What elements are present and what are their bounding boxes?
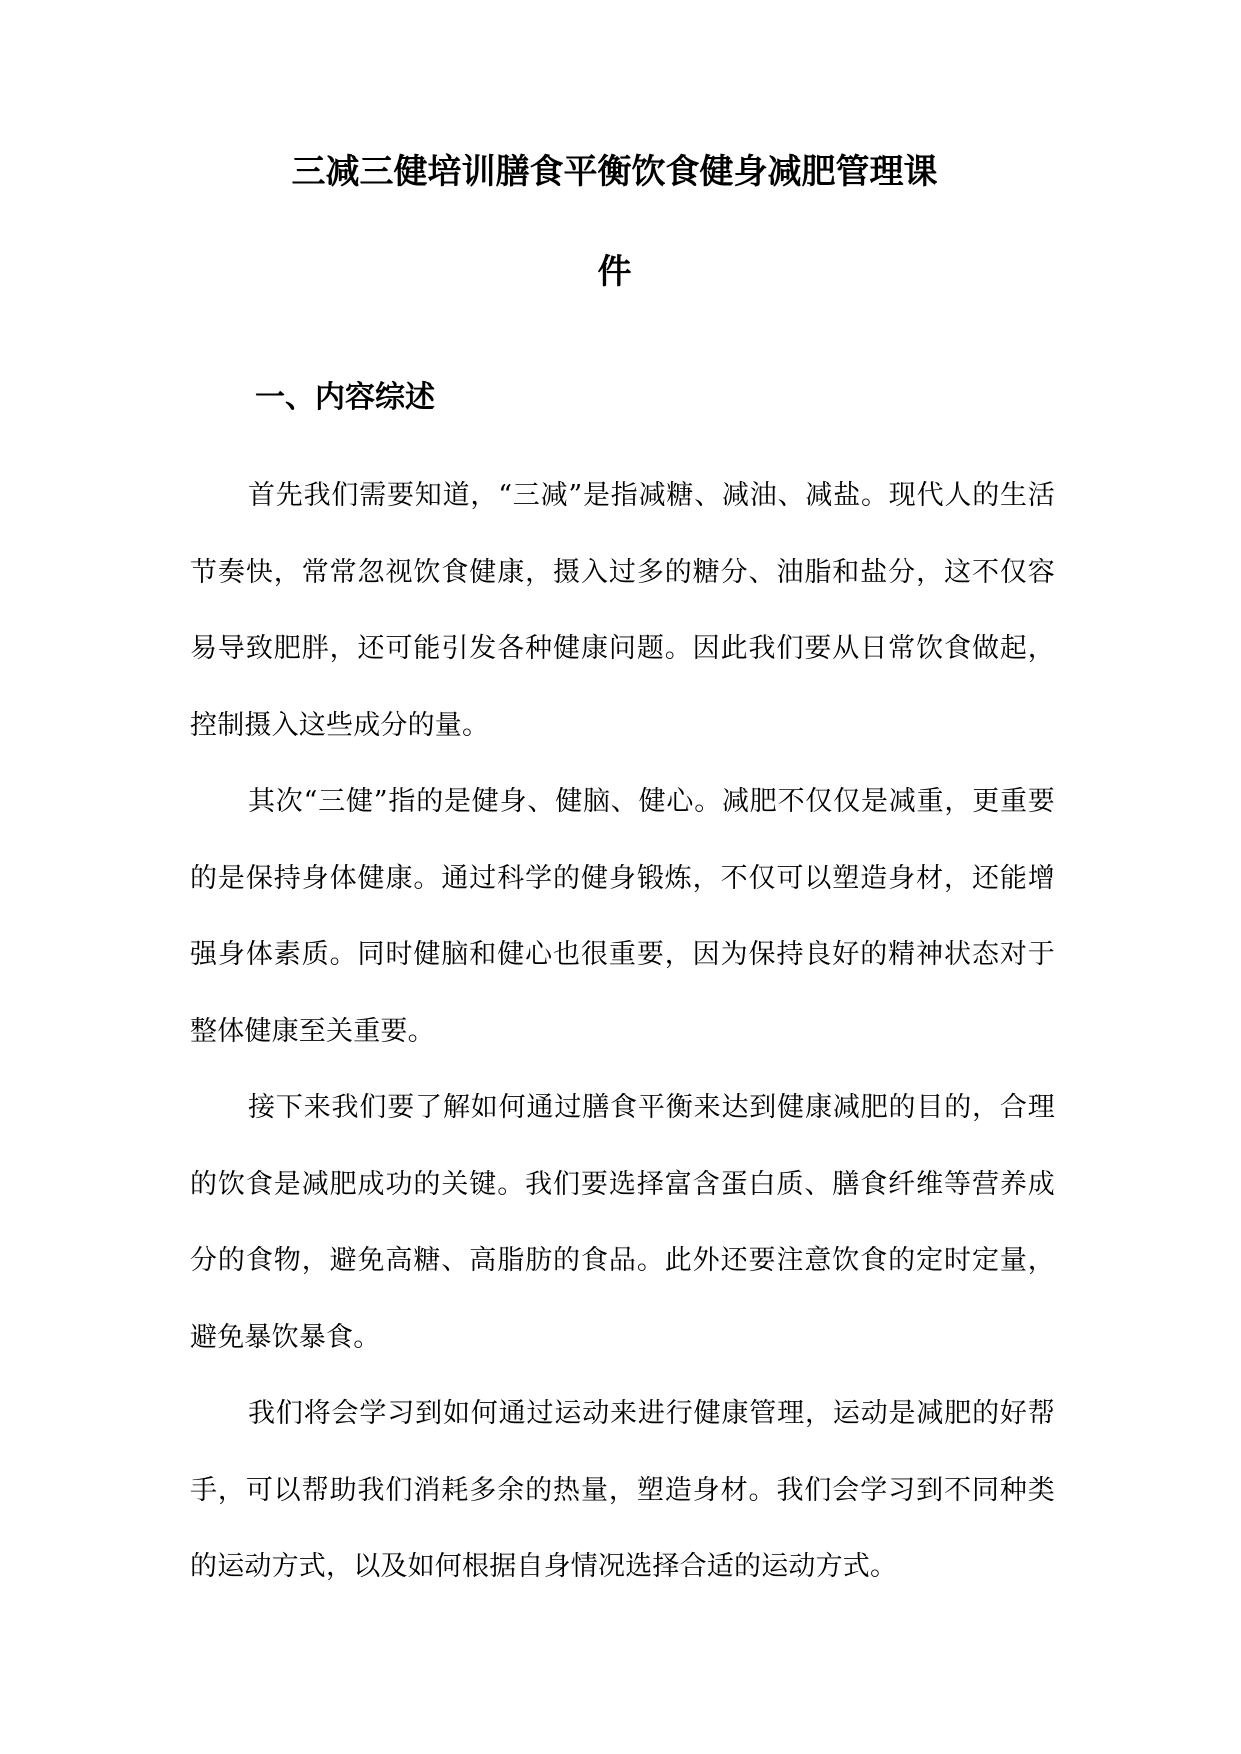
document-title-line-1: 三减三健培训膳食平衡饮食健身减肥管理课	[291, 152, 938, 192]
body-text	[190, 458, 1055, 1606]
section-heading: 一、内容综述	[255, 380, 435, 415]
paragraph-1: 首先我们需要知道，“三减”是指减糖、减油、减盐。现代人的生活节奏快，常常忽视饮食健康，摄入过多的糖分、油脂和盐分，这不仅容易导致肥胖，还可能引发各种健康问题。因此我们要从日常饮食做起，控制摄入这些成分的量。	[190, 480, 1055, 741]
paragraph-4: 我们将会学习到如何通过运动来进行健康管理，运动是减肥的好帮手，可以帮助我们消耗多余的热量，塑造身材。我们会学习到不同种类的运动方式，以及如何根据自身情况选择合适的运动方式。	[190, 1398, 1055, 1582]
document-title-line-2: 件	[597, 252, 632, 292]
paragraph-3: 接下来我们要了解如何通过膳食平衡来达到健康减肥的目的，合理的饮食是减肥成功的关键。我们要选择富含蛋白质、膳食纤维等营养成分的食物，避免高糖、高脂肪的食品。此外还要注意饮食的定时定量，避免暴饮暴食。	[190, 1092, 1055, 1353]
paragraph-2: 其次“三健”指的是健身、健脑、健心。减肥不仅仅是减重，更重要的是保持身体健康。通过科学的健身锻炼，不仅可以塑造身材，还能增强身体素质。同时健脑和健心也很重要，因为保持良好的精神状态对于整体健康至关重要。	[190, 786, 1055, 1047]
